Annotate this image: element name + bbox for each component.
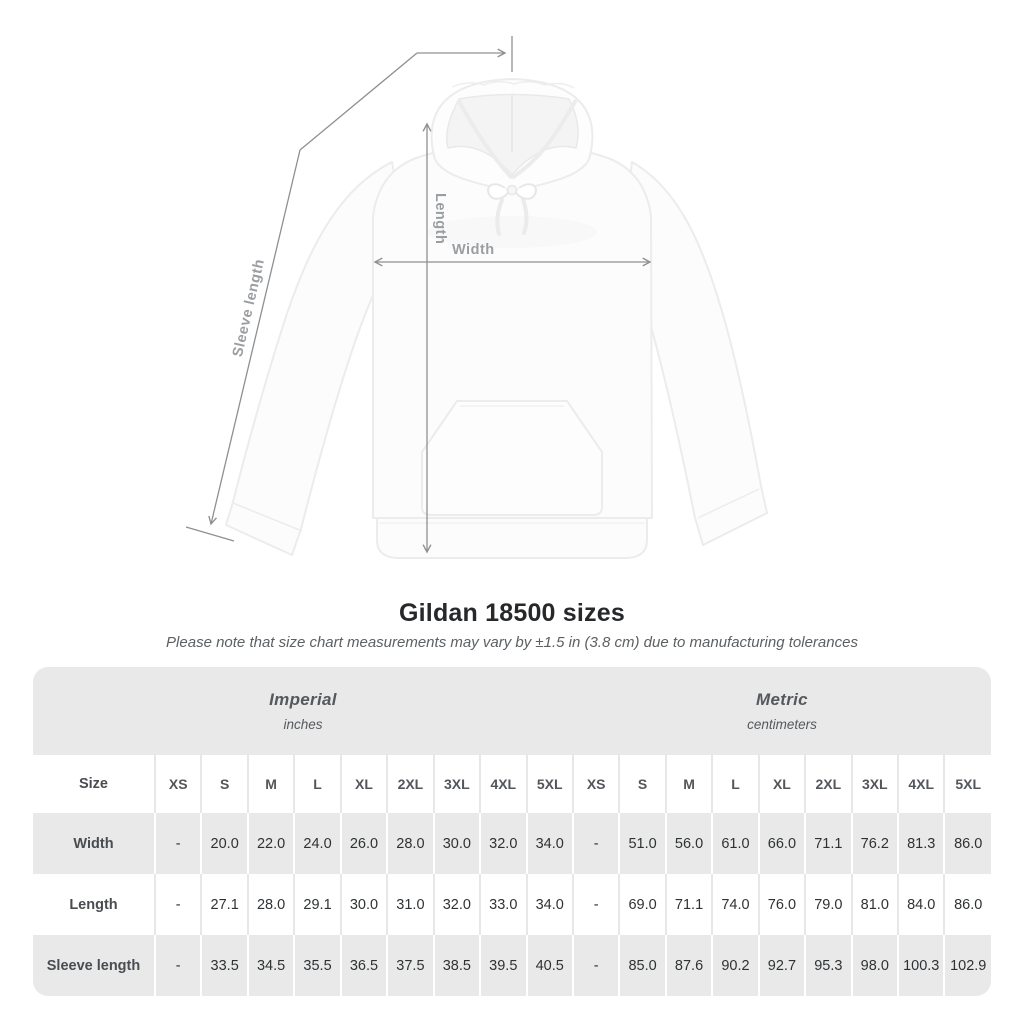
sleeve-length-arrow-elbow xyxy=(300,53,417,150)
measurement-value: 36.5 xyxy=(341,935,387,996)
unit-group-imperial xyxy=(33,667,573,755)
size-column-header: L xyxy=(294,755,340,813)
measurement-value: 85.0 xyxy=(619,935,665,996)
size-column-header: 4XL xyxy=(480,755,526,813)
measurement-value: 95.3 xyxy=(805,935,851,996)
size-table-card xyxy=(33,667,991,996)
page-subtitle: Please note that size chart measurements may vary by ±1.5 in (3.8 cm) due to manufacturing tolerances xyxy=(166,634,858,651)
measurement-value: 34.0 xyxy=(527,813,573,874)
size-column-header: 3XL xyxy=(852,755,898,813)
measurement-value: 26.0 xyxy=(341,813,387,874)
measurement-value: - xyxy=(573,874,619,935)
measurement-label: Width xyxy=(33,813,155,874)
size-table xyxy=(33,667,991,996)
size-column-header: L xyxy=(712,755,758,813)
size-column-header: M xyxy=(666,755,712,813)
width-label: Width xyxy=(452,242,495,258)
measurement-value: 61.0 xyxy=(712,813,758,874)
measurement-value: 37.5 xyxy=(387,935,433,996)
sleeve-bottom-tick xyxy=(186,527,234,541)
measurement-value: 98.0 xyxy=(852,935,898,996)
size-column-header: S xyxy=(619,755,665,813)
hoodie-image xyxy=(226,79,767,558)
measurement-value: 84.0 xyxy=(898,874,944,935)
measurement-value: 79.0 xyxy=(805,874,851,935)
measurement-value: 32.0 xyxy=(434,874,480,935)
size-column-header: 5XL xyxy=(527,755,573,813)
measurement-value: 66.0 xyxy=(759,813,805,874)
measurement-value: 32.0 xyxy=(480,813,526,874)
size-column-header: XS xyxy=(155,755,201,813)
measurement-value: 76.0 xyxy=(759,874,805,935)
measurement-value: 56.0 xyxy=(666,813,712,874)
measurement-value: 81.3 xyxy=(898,813,944,874)
size-table-body xyxy=(33,667,991,996)
size-row-header: Size xyxy=(33,755,155,813)
measurement-value: 69.0 xyxy=(619,874,665,935)
measurement-value: 29.1 xyxy=(294,874,340,935)
size-column-header: M xyxy=(248,755,294,813)
measurement-value: 71.1 xyxy=(666,874,712,935)
measurement-value: 30.0 xyxy=(341,874,387,935)
measurement-value: 33.0 xyxy=(480,874,526,935)
measurement-value: 38.5 xyxy=(434,935,480,996)
unit-group-unit: inches xyxy=(283,717,323,732)
unit-group-unit: centimeters xyxy=(747,717,817,732)
size-column-header: 2XL xyxy=(805,755,851,813)
page-title: Gildan 18500 sizes xyxy=(399,599,625,627)
measurement-value: 34.5 xyxy=(248,935,294,996)
measurement-value: 35.5 xyxy=(294,935,340,996)
sleeve-length-label: Sleeve length xyxy=(229,257,269,359)
measurement-value: 31.0 xyxy=(387,874,433,935)
measurement-row-width xyxy=(33,813,991,874)
measurement-value: 20.0 xyxy=(201,813,247,874)
measurement-value: 90.2 xyxy=(712,935,758,996)
measurement-value: 81.0 xyxy=(852,874,898,935)
measurement-value: - xyxy=(155,874,201,935)
size-column-header: 5XL xyxy=(944,755,991,813)
measurement-value: 24.0 xyxy=(294,813,340,874)
size-column-header: 3XL xyxy=(434,755,480,813)
measurement-value: 51.0 xyxy=(619,813,665,874)
unit-group-name: Metric xyxy=(756,690,808,709)
unit-group-metric xyxy=(573,667,991,755)
measurement-label: Sleeve length xyxy=(33,935,155,996)
measurement-value: - xyxy=(573,935,619,996)
measurement-row-length xyxy=(33,874,991,935)
size-column-header: S xyxy=(201,755,247,813)
measurement-value: 74.0 xyxy=(712,874,758,935)
measurement-value: 76.2 xyxy=(852,813,898,874)
measurement-value: 39.5 xyxy=(480,935,526,996)
unit-band-row xyxy=(33,667,991,755)
measurement-value: 92.7 xyxy=(759,935,805,996)
measurement-value: 71.1 xyxy=(805,813,851,874)
measurement-value: 33.5 xyxy=(201,935,247,996)
measurement-value: - xyxy=(573,813,619,874)
measurement-value: 28.0 xyxy=(248,874,294,935)
size-column-header: XL xyxy=(341,755,387,813)
size-column-header: 2XL xyxy=(387,755,433,813)
measurement-value: - xyxy=(155,935,201,996)
size-column-header: XS xyxy=(573,755,619,813)
size-column-header: XL xyxy=(759,755,805,813)
measurement-value: 22.0 xyxy=(248,813,294,874)
measurement-label: Length xyxy=(33,874,155,935)
size-header-row xyxy=(33,755,991,813)
measurement-row-sleeve-length xyxy=(33,935,991,996)
measurement-value: 40.5 xyxy=(527,935,573,996)
measurement-value: 100.3 xyxy=(898,935,944,996)
measurement-value: 30.0 xyxy=(434,813,480,874)
measurement-value: 87.6 xyxy=(666,935,712,996)
measurement-value: - xyxy=(155,813,201,874)
unit-group-name: Imperial xyxy=(269,690,337,709)
measurement-value: 86.0 xyxy=(944,874,991,935)
size-column-header: 4XL xyxy=(898,755,944,813)
measurement-value: 34.0 xyxy=(527,874,573,935)
measurement-value: 102.9 xyxy=(944,935,991,996)
measurement-value: 27.1 xyxy=(201,874,247,935)
measurement-value: 86.0 xyxy=(944,813,991,874)
measurement-value: 28.0 xyxy=(387,813,433,874)
length-label: Length xyxy=(432,193,448,245)
